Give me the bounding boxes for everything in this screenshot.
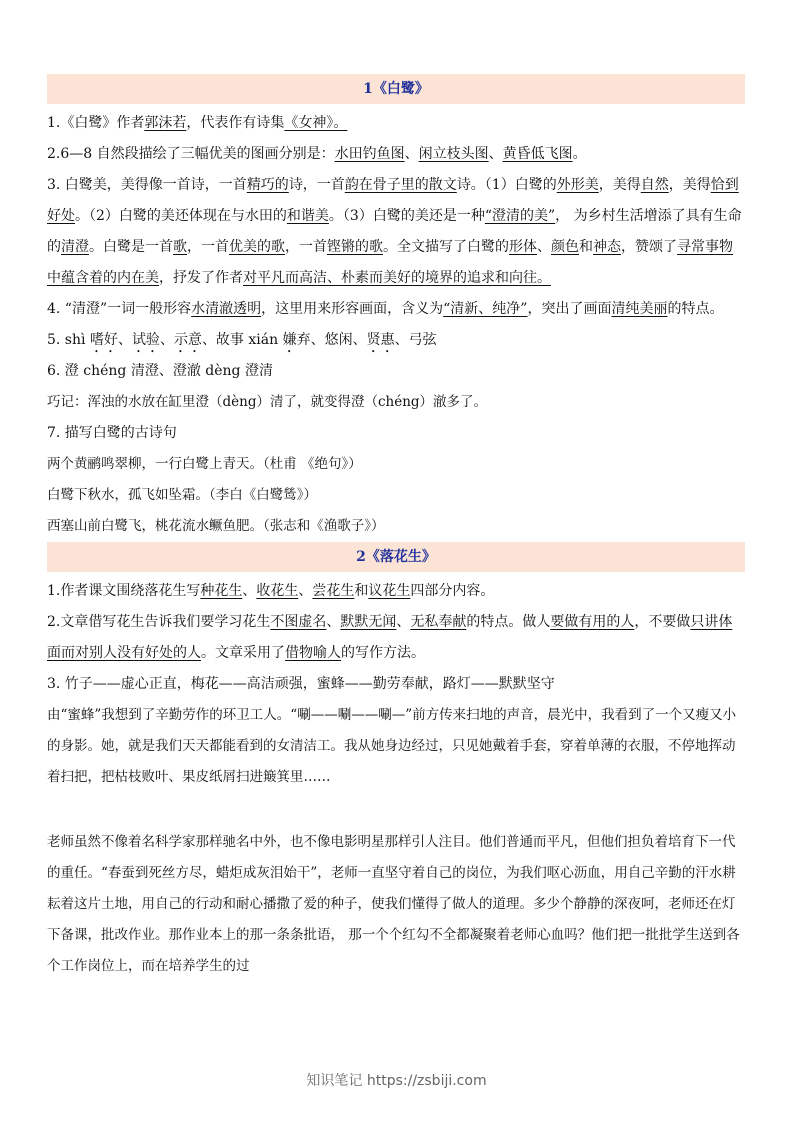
line-mnemonic: 巧记：浑浊的水放在缸里澄（dèng）清了，就变得澄（chéng）澈多了。 [47, 394, 488, 410]
paragraph-cleaner: 由“蜜蜂”我想到了辛勤劳作的环卫工人。“唰——唰——唰—”前方传来扫地的声音，晨光中，我看到了一个又瘦又小的身影。她，就是我们天天都能看到的女清洁工。我从她身边经过，只见她戴着手套，穿着单薄的衣服，不停地挥动着扫把，把枯枝败叶、果皮纸屑扫进簸箕里…… [47, 707, 737, 785]
line-poem-1: 两个黄鹂鸣翠柳，一行白鹭上青天。（杜甫 《绝句》） [47, 456, 362, 472]
spacer [47, 793, 745, 827]
line-poems-heading: 7. 描写白鹭的古诗句 [47, 425, 177, 441]
line-author: 1.《白鹭》作者郭沫若，代表作有诗集《女神》。 [47, 115, 348, 131]
line-analogies: 3. 竹子——虚心正直，梅花——高洁顽强，蜜蜂——勤劳奉献，路灯——默默坚守 [47, 676, 555, 692]
line-qingcheng: 4. “清澄”一词一般形容水清澈透明，这里用来形容画面，含义为“清新、纯净”，突出了画面清纯美丽的特点。 [47, 301, 724, 317]
document-body [47, 74, 745, 982]
line-poem-3: 西塞山前白鹭飞，桃花流水鳜鱼肥。（张志和《渔歌子》） [47, 518, 385, 534]
line-four-parts: 1.作者课文围绕落花生写种花生、收花生、尝花生和议花生四部分内容。 [47, 583, 495, 599]
line-poem-2: 白鹭下秋水，孤飞如坠霜。（李白《白鹭鸶》） [47, 487, 317, 503]
line-polyphone: 6. 澄 chéng 清澄、澄澈 dèng 澄清 [47, 363, 273, 379]
section-title-bailu: 1《白鹭》 [47, 74, 745, 104]
footer-watermark: 知识笔记 https://zsbiji.com [306, 1073, 487, 1089]
line-lesson: 2.文章借写花生告诉我们要学习花生不图虚名、默默无闻、无私奉献的特点。做人要做有用的人，不要做只讲体面而对别人没有好处的人。文章采用了借物喻人的写作方法。 [47, 614, 733, 661]
line-pictures: 2.6—8 自然段描绘了三幅优美的图画分别是：水田钓鱼图、闲立枝头图、黄昏低飞图。 [47, 146, 587, 162]
line-homophones: 5. shì 嗜好、试验、示意、故事 xián 嫌弃、悠闲、贤惠、弓弦 [47, 332, 437, 348]
paragraph-teacher: 老师虽然不像着名科学家那样驰名中外，也不像电影明星那样引人注目。他们普通而平凡，但他们担负着培育下一代的重任。“春蚕到死丝方尽，蜡炬成灰泪始干”，老师一直坚守着自己的岗位，为我们呕心沥血，用自己辛勤的汗水耕耘着这片土地，用自己的行动和耐心播撒了爱的种子，使我们懂得了做人的道理。多少个静静的深夜呵，老师还在灯下备课，批改作业。那作业本上的那一条条批语， 那一个个红勾不全都凝聚着老师心血吗？他们把一批批学生送到各个工作岗位上，而在培养学生的过 [47, 834, 740, 974]
line-beauty: 3. 白鹭美，美得像一首诗，一首精巧的诗，一首韵在骨子里的散文诗。（1）白鹭的外形美，美得自然，美得恰到好处。（2）白鹭的美还体现在与水田的和谐美。（3）白鹭的美还是一种“澄清的美”， 为乡村生活增添了具有生命的清澄。白鹭是一首歌，一首优美的歌，一首铿锵的歌。全文描写了白鹭的形体、颜色和神态，赞颂了寻常事物中蕴含着的内在美，抒发了作者对平凡而高洁、朴素而美好的境界的追求和向往。 [47, 177, 742, 286]
section-title-luohuasheng: 2《落花生》 [47, 542, 745, 572]
